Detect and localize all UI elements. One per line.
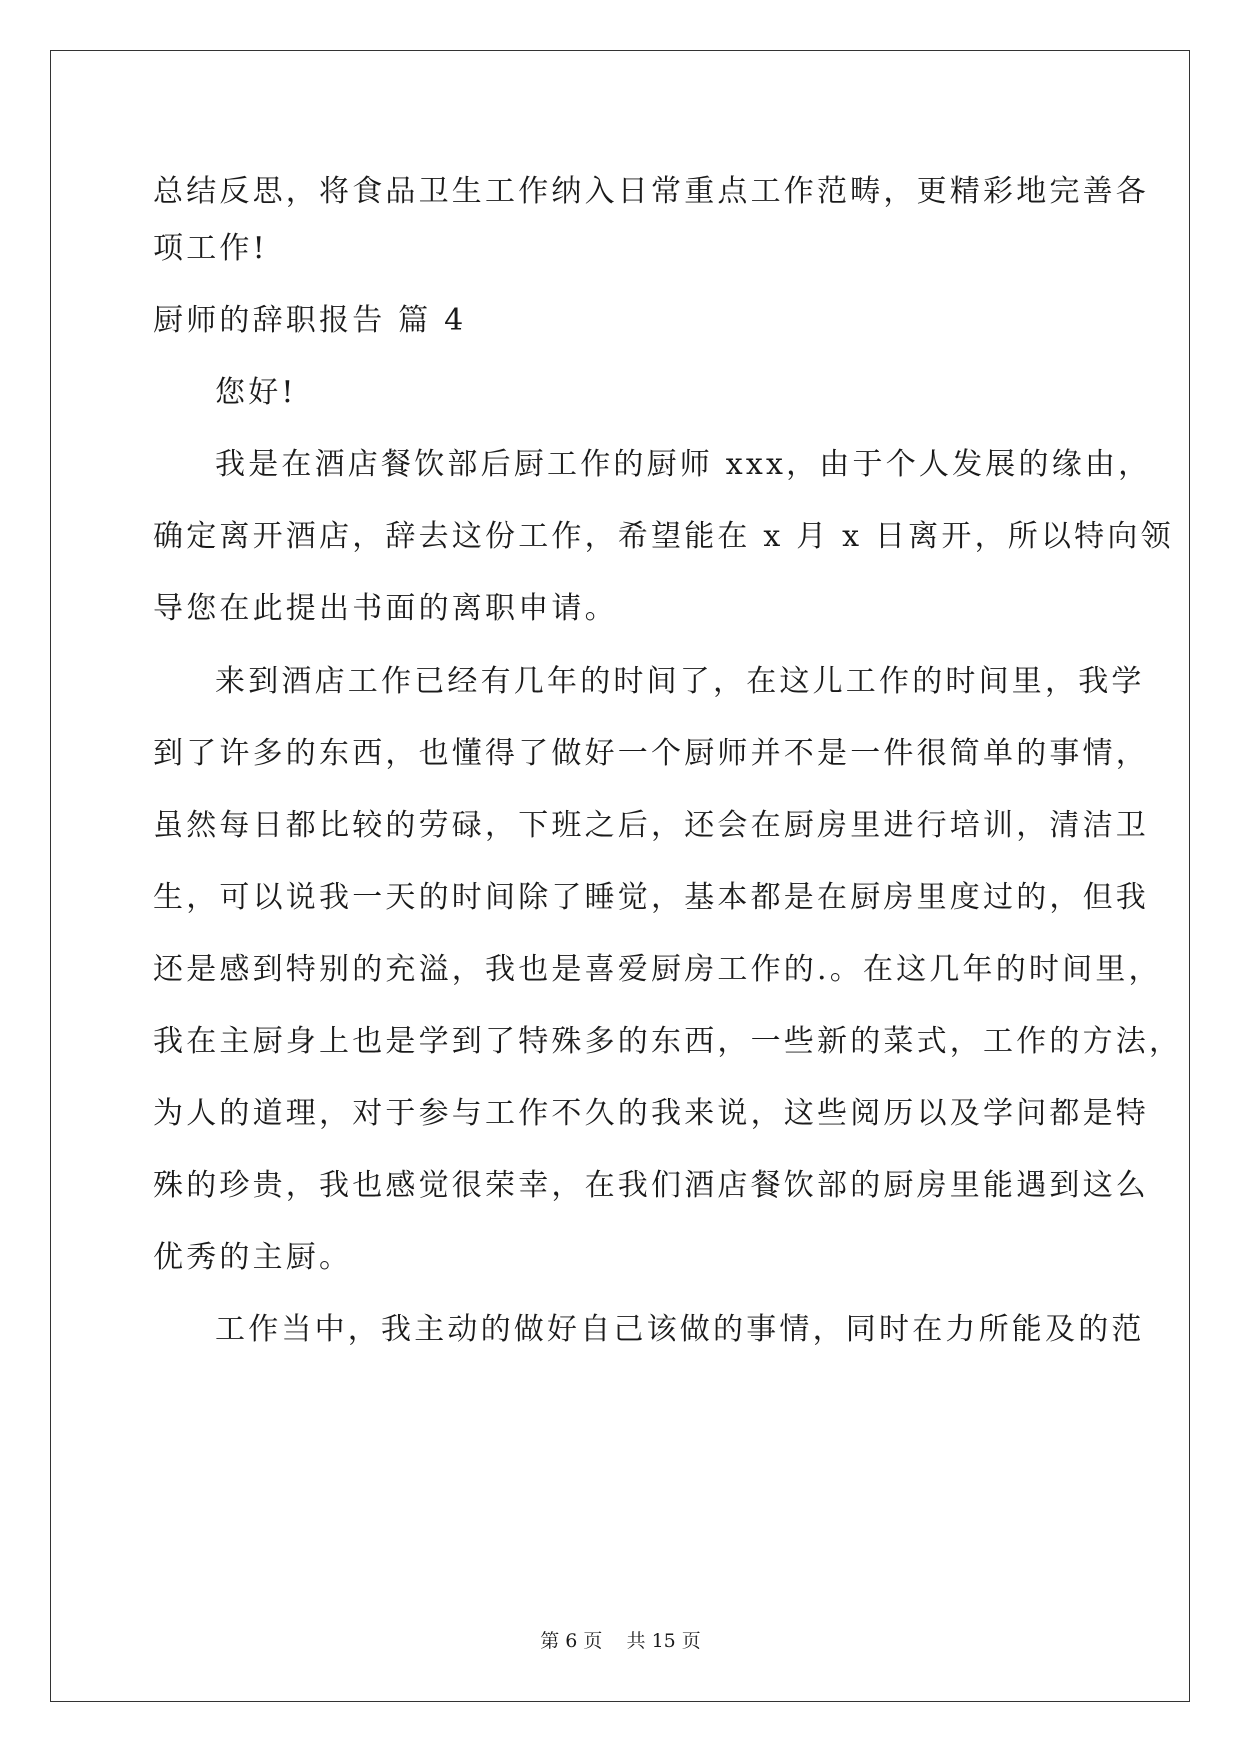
body-line: 导您在此提出书面的离职申请。 (153, 591, 618, 626)
page-border (50, 50, 1190, 1702)
body-line: 还是感到特别的充溢，我也是喜爱厨房工作的.。在这几年的时间里， (153, 952, 1162, 987)
body-line: 工作当中，我主动的做好自己该做的事情，同时在力所能及的范 (215, 1312, 1145, 1347)
greeting: 您好! (215, 375, 297, 410)
page-indicator: 第 6 页 共 15 页 (540, 1630, 701, 1652)
body-line: 确定离开酒店，辞去这份工作，希望能在 x 月 x 日离开，所以特向领 (153, 519, 1174, 554)
section-title: 厨师的辞职报告 篇 4 (153, 303, 467, 338)
body-line: 虽然每日都比较的劳碌，下班之后，还会在厨房里进行培训，清洁卫 (153, 808, 1149, 843)
body-line: 优秀的主厨。 (153, 1240, 353, 1275)
body-line: 来到酒店工作已经有几年的时间了，在这儿工作的时间里，我学 (215, 664, 1145, 699)
body-line: 总结反思，将食品卫生工作纳入日常重点工作范畴，更精彩地完善各 (153, 174, 1149, 209)
body-line: 生，可以说我一天的时间除了睡觉，基本都是在厨房里度过的，但我 (153, 880, 1149, 915)
body-line: 我是在酒店餐饮部后厨工作的厨师 xxx，由于个人发展的缘由， (215, 447, 1152, 482)
body-line: 殊的珍贵，我也感觉很荣幸，在我们酒店餐饮部的厨房里能遇到这么 (153, 1168, 1149, 1203)
body-line: 项工作! (153, 231, 268, 266)
body-line: 我在主厨身上也是学到了特殊多的东西，一些新的菜式，工作的方法， (153, 1024, 1183, 1059)
body-line: 为人的道理，对于参与工作不久的我来说，这些阅历以及学问都是特 (153, 1096, 1149, 1131)
body-line: 到了许多的东西，也懂得了做好一个厨师并不是一件很简单的事情， (153, 736, 1149, 771)
